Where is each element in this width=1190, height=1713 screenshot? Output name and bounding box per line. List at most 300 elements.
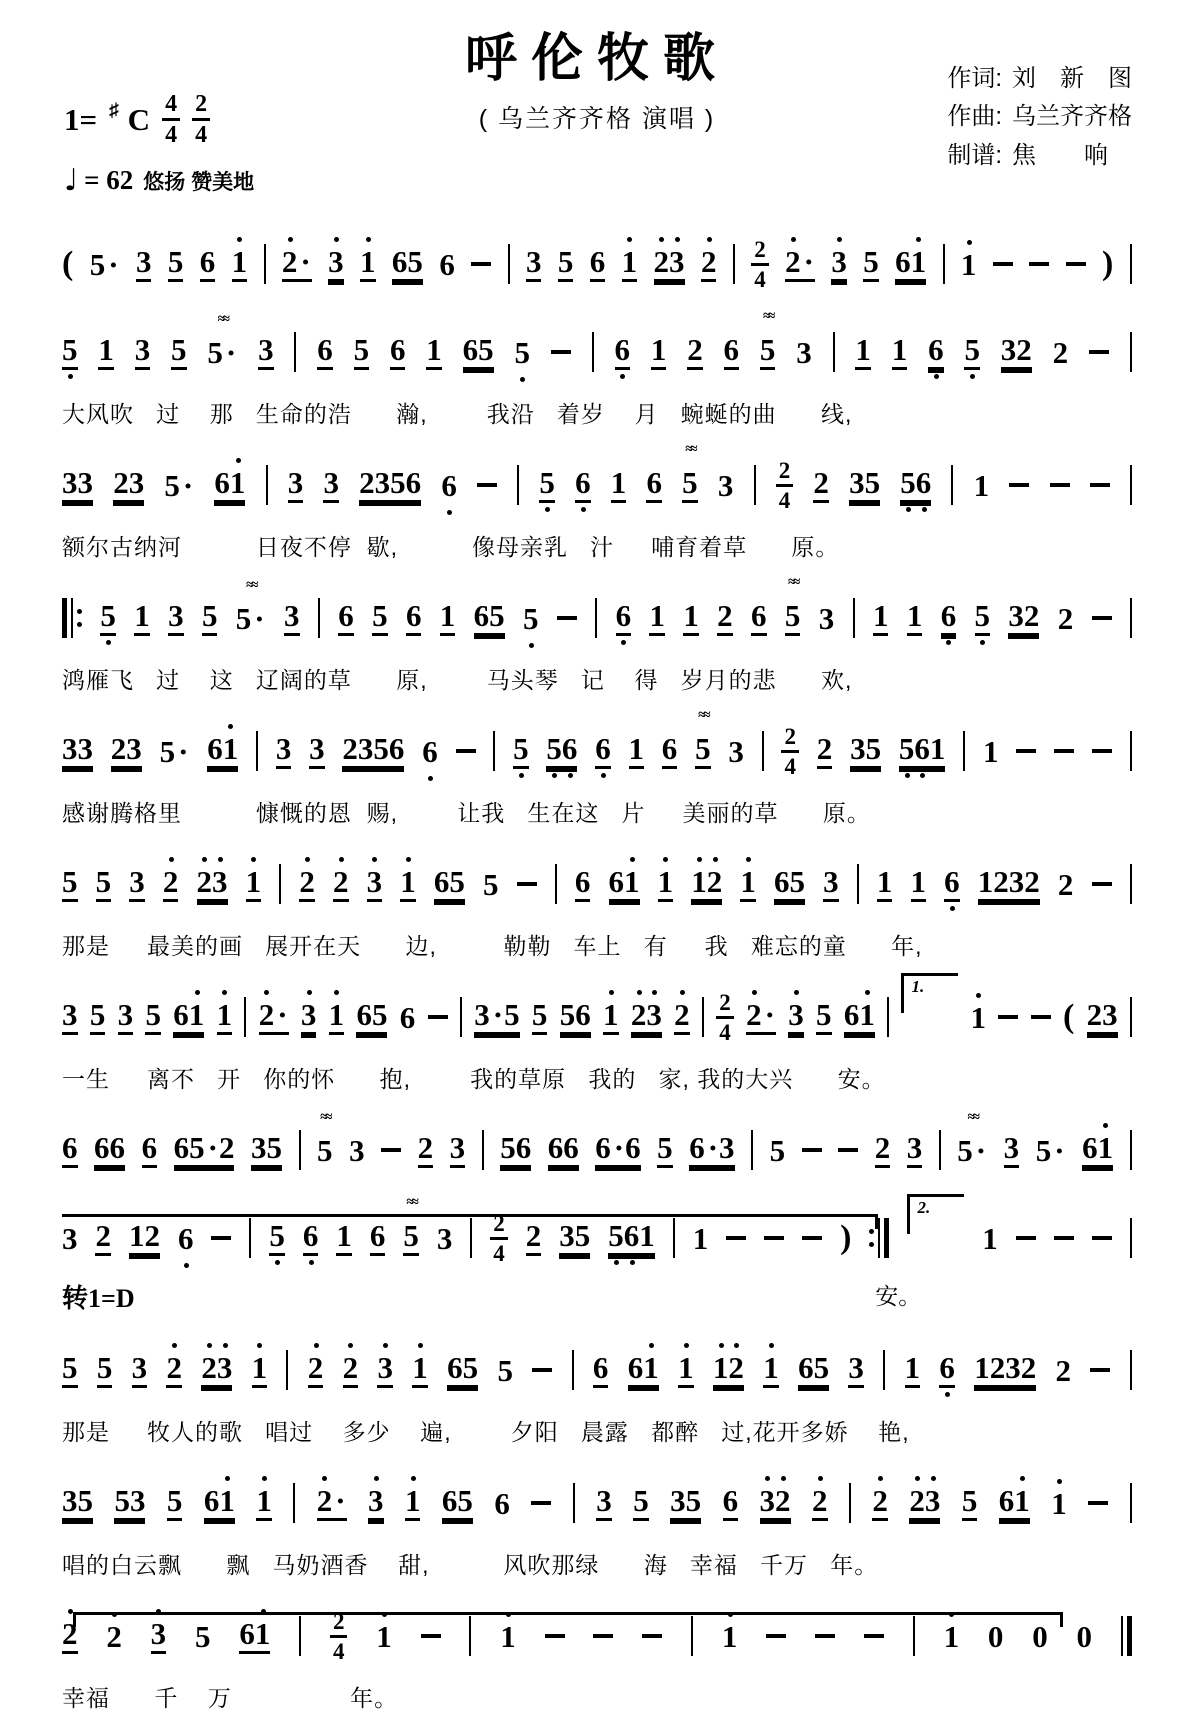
note-digit: 6 <box>356 997 372 1032</box>
note-digit: 6 <box>433 864 450 899</box>
note <box>633 1485 649 1521</box>
note-digit: 1 <box>1051 1485 1067 1521</box>
note-digit: 6 <box>214 465 230 500</box>
note <box>658 866 674 902</box>
note-digit: 6 <box>203 1483 220 1518</box>
note-digit: 3 <box>818 600 835 636</box>
lyric-fragment: 安。 <box>875 1283 922 1309</box>
note-digit: 6 <box>615 598 632 633</box>
note <box>98 334 114 370</box>
note-digit: 1 <box>134 598 150 633</box>
barline <box>299 1130 301 1170</box>
note-digit: 3 <box>349 1132 365 1168</box>
note-digit: 2 <box>166 1350 182 1385</box>
note-digit: 3 <box>449 1130 466 1165</box>
parenthesis: ) <box>1101 245 1114 282</box>
note <box>788 999 804 1035</box>
note-digit: 5 <box>62 864 78 899</box>
note <box>818 600 835 636</box>
note-digit: 5 <box>695 731 711 766</box>
note-digit: 2 <box>525 1218 542 1253</box>
note-digit: 3 <box>788 997 804 1032</box>
barline <box>887 997 889 1037</box>
note-digit: 1 <box>678 1350 694 1385</box>
note-digit: 6 <box>608 864 624 899</box>
note-digit: 1 <box>400 864 416 899</box>
lyrics-line: 感谢腾格里 慷慨的恩 赐, 让我 生在这 片 美丽的草 原。 <box>62 800 871 826</box>
note <box>740 866 756 902</box>
note-digit: 3 <box>357 731 374 766</box>
note-digit: 2 <box>746 997 762 1032</box>
note <box>134 600 150 636</box>
barline <box>1130 1350 1132 1390</box>
note-digit: 1 <box>256 1483 272 1518</box>
note <box>1001 334 1032 370</box>
note-digit: 1 <box>426 332 442 367</box>
note-digit: 5 <box>167 244 184 279</box>
note-digit: 1 <box>1014 1483 1030 1518</box>
note-digit: 3 <box>300 997 317 1032</box>
note-digit: 2 <box>993 864 1009 899</box>
note <box>532 999 548 1035</box>
sheet-header <box>62 30 1132 208</box>
barline <box>573 1483 575 1523</box>
note-digit: 2 <box>281 244 298 279</box>
performer-subtitle: ( 乌兰齐齐格 演唱 ) <box>478 105 716 134</box>
note-digit: 1 <box>712 1350 729 1385</box>
note <box>276 733 292 769</box>
note <box>177 1220 194 1256</box>
repeat-dots <box>77 609 82 627</box>
note-digit: 5 <box>462 1350 479 1385</box>
note-digit: 6 <box>239 1616 255 1651</box>
note-digit: 5 <box>171 332 187 367</box>
note-digit: 1 <box>982 1220 998 1256</box>
note-digit: 6 <box>515 1130 532 1165</box>
note-digit: 6 <box>173 1130 190 1165</box>
note <box>975 600 991 636</box>
note <box>746 999 776 1035</box>
note <box>136 246 152 282</box>
note-digit: 3 <box>719 1130 735 1165</box>
note-digit: 1 <box>649 598 665 633</box>
note <box>813 467 829 503</box>
note-digit: 0 <box>1076 1618 1093 1654</box>
note-digit: 5 <box>513 731 529 766</box>
note <box>899 733 946 769</box>
note-digit: 3 <box>323 465 339 500</box>
note <box>62 1352 78 1388</box>
note-digit: 3 <box>377 1350 393 1385</box>
music-line <box>62 1471 1132 1535</box>
note-digit: 5 <box>816 997 832 1032</box>
note <box>284 600 300 636</box>
score-line <box>62 708 1132 828</box>
dash-note <box>766 1634 786 1638</box>
note-digit: 1 <box>336 1218 352 1253</box>
note-digit: 6 <box>199 244 216 279</box>
note-digit: 6 <box>391 244 408 279</box>
note-digit: 6 <box>94 1130 110 1165</box>
barline <box>702 997 704 1037</box>
note-digit: 5 <box>114 1483 130 1518</box>
barline <box>1130 332 1132 372</box>
dash-note <box>1092 749 1112 753</box>
barline <box>508 244 510 284</box>
barline <box>264 244 266 284</box>
note-digit: 3 <box>284 598 300 633</box>
dash-note <box>471 262 491 266</box>
note-digit: 3 <box>134 332 151 367</box>
parenthesis: ( <box>62 245 74 282</box>
note-digit: 1 <box>872 598 889 633</box>
note-digit: 3 <box>525 244 542 279</box>
note-digit: 5 <box>62 332 78 367</box>
note-digit: 6 <box>317 332 333 367</box>
note-digit: 1 <box>763 1350 779 1385</box>
note <box>721 1618 738 1654</box>
note <box>546 733 577 769</box>
note-digit: 5 <box>353 332 370 367</box>
note-digit: 2 <box>813 465 829 500</box>
note-digit: 1 <box>128 1218 145 1253</box>
note-digit: 3 <box>62 1220 78 1256</box>
note-digit: 5 <box>557 244 574 279</box>
note-digit: 6 <box>895 244 911 279</box>
note-digit: 1 <box>910 244 927 279</box>
note-digit: 2 <box>812 1483 828 1518</box>
note-digit: 6 <box>575 465 591 500</box>
score-line <box>62 852 1132 961</box>
dash-note <box>1009 483 1029 487</box>
note <box>798 1352 829 1388</box>
dash-note <box>802 1236 822 1240</box>
note-digit: 5 <box>166 1483 183 1518</box>
note <box>129 866 145 902</box>
note <box>282 246 312 282</box>
repeat-begin-barline <box>62 598 82 638</box>
note-digit: 1 <box>876 864 893 899</box>
note <box>204 1485 235 1521</box>
note-digit: 1 <box>910 864 926 899</box>
note <box>683 600 699 636</box>
note <box>558 246 574 282</box>
score-body <box>62 232 1132 1713</box>
dash-note <box>593 1634 613 1638</box>
note-digit: 2 <box>874 1130 891 1165</box>
note-digit: 2 <box>258 997 275 1032</box>
dash-note <box>1016 1236 1036 1240</box>
note <box>717 600 733 636</box>
note <box>646 467 662 503</box>
note-digit: 6 <box>369 1218 386 1253</box>
note <box>197 866 228 902</box>
modulation-label: 转1=D <box>62 1284 135 1313</box>
note <box>760 1485 791 1521</box>
note <box>94 1132 125 1168</box>
note-digit: 2 <box>1052 334 1069 370</box>
note <box>611 467 627 503</box>
note-digit: 1 <box>973 467 990 503</box>
note <box>359 467 421 503</box>
note <box>164 467 194 503</box>
note <box>548 1132 579 1168</box>
barline <box>1130 244 1132 284</box>
barline <box>493 731 495 771</box>
note <box>970 999 987 1035</box>
note-digit: 5 <box>89 997 106 1032</box>
note-digit: 6 <box>561 731 578 766</box>
note <box>62 999 78 1035</box>
time-signature-2: $\frac{2}{4}$ <box>192 92 210 147</box>
note <box>1057 600 1074 636</box>
note-digit: 1 <box>977 864 994 899</box>
note-digit: 3 <box>670 1483 686 1518</box>
note <box>514 334 530 370</box>
note-digit: 2 <box>307 1350 324 1385</box>
note-digit: 5 <box>523 600 539 636</box>
note-digit: 5 <box>457 1483 473 1518</box>
note <box>173 999 204 1035</box>
dash-note <box>1054 749 1074 753</box>
note <box>850 733 881 769</box>
note <box>689 1132 734 1168</box>
note-digit: 3 <box>436 1220 453 1256</box>
note-digit: 3 <box>135 244 152 279</box>
note <box>62 1618 78 1654</box>
note <box>817 733 833 769</box>
note-digit: 1 <box>721 1618 738 1654</box>
page-title: 呼伦牧歌 <box>464 28 729 89</box>
note-digit: 1 <box>231 244 248 279</box>
note <box>132 1352 148 1388</box>
note-digit: 5 <box>514 334 530 370</box>
dash-note <box>517 882 537 886</box>
note <box>523 600 539 636</box>
note <box>1008 600 1039 636</box>
note-digit: 5 <box>574 1218 591 1253</box>
note-digit: 6 <box>939 1350 955 1385</box>
note-digit: 3 <box>287 465 304 500</box>
note-digit: 5 <box>531 997 548 1032</box>
note <box>202 600 218 636</box>
note <box>159 733 190 769</box>
note-digit: 3 <box>728 733 744 769</box>
credit-engraver: 制谱: 焦 响 <box>947 141 1108 169</box>
note-digit: 2 <box>1020 1350 1037 1385</box>
note-digit: 5 <box>685 1483 702 1518</box>
note-digit: 3 <box>559 1218 575 1253</box>
note <box>239 1618 270 1654</box>
note-digit: 2 <box>342 1350 359 1385</box>
note <box>713 1352 744 1388</box>
note-digit: 3 <box>275 731 292 766</box>
note <box>96 866 112 902</box>
augmentation-dot: · <box>207 1130 218 1165</box>
note-digit: 3 <box>848 1350 864 1385</box>
note-digit: 5 <box>489 598 505 633</box>
mordent-icon: ≈≈ <box>246 577 256 593</box>
dash-note <box>381 1148 401 1152</box>
note <box>1032 1618 1048 1654</box>
dash-note <box>1066 262 1086 266</box>
note-digit: 6 <box>389 332 406 367</box>
dash-note <box>456 749 476 753</box>
note-digit: 2 <box>110 731 127 766</box>
score-line <box>62 1471 1132 1580</box>
note <box>616 600 632 636</box>
note-digit: 5 <box>269 1218 285 1253</box>
note-digit: 5 <box>407 244 423 279</box>
note <box>168 246 184 282</box>
note <box>100 600 116 636</box>
note-digit: 2 <box>700 244 717 279</box>
note-digit: 6 <box>928 332 944 367</box>
note-digit: 2 <box>144 1218 160 1253</box>
note <box>412 1352 428 1388</box>
time-signature-change: 2 4 <box>330 1610 348 1663</box>
note-digit: 1 <box>222 731 239 766</box>
note-digit: 2 <box>728 1350 744 1385</box>
note <box>559 1220 590 1256</box>
note-digit: 6 <box>177 1220 194 1256</box>
augmentation-dot: · <box>300 244 311 279</box>
credits-block <box>947 60 1132 175</box>
note <box>349 1132 365 1168</box>
dash-note <box>998 1015 1018 1019</box>
note-digit: 6 <box>207 731 223 766</box>
lyrics-line: 幸福 千 万 年。 <box>62 1685 399 1711</box>
augmentation-dot: · <box>108 246 119 282</box>
lyrics-line: 那是 牧人的歌 唱过 多少 遍, 夕阳 晨露 都醉 过,花开多娇 艳, <box>62 1419 910 1445</box>
note-digit: 2 <box>1024 864 1040 899</box>
augmentation-dot: · <box>178 733 189 769</box>
note-digit: 6 <box>661 731 678 766</box>
note <box>1082 1132 1113 1168</box>
note-digit: 6 <box>447 1350 463 1385</box>
note <box>500 1132 531 1168</box>
score-line <box>62 442 1132 562</box>
parenthesis: ( <box>1062 998 1075 1035</box>
time-signature-1: $\frac{4}{4}$ <box>162 92 180 147</box>
note <box>631 999 662 1035</box>
note <box>575 866 591 902</box>
note <box>654 246 685 282</box>
note-digit: 6 <box>751 598 767 633</box>
note <box>651 334 667 370</box>
note-digit: 3 <box>216 1350 233 1385</box>
note <box>957 1109 987 1168</box>
note <box>560 999 591 1035</box>
note-digit: 5 <box>390 465 406 500</box>
barline <box>482 1130 484 1170</box>
note-digit: 6 <box>998 1483 1015 1518</box>
dash-note <box>551 350 571 354</box>
note <box>343 1352 359 1388</box>
note-digit: 1 <box>254 1616 271 1651</box>
note-digit: 1 <box>628 731 644 766</box>
dash-note <box>211 1236 231 1240</box>
music-line <box>62 232 1132 296</box>
note-digit: 5 <box>235 600 252 636</box>
barline <box>293 1483 295 1523</box>
note <box>323 467 339 503</box>
note <box>960 246 977 282</box>
barline <box>943 244 945 284</box>
note <box>483 866 499 902</box>
note-digit: 5 <box>900 465 916 500</box>
barline <box>1130 598 1132 638</box>
score-line <box>62 232 1132 296</box>
note-digit: 3 <box>823 864 839 899</box>
note <box>590 246 606 282</box>
dash-note <box>1092 616 1112 620</box>
note-digit: 1 <box>657 864 674 899</box>
note <box>308 1352 324 1388</box>
note-digit: 3 <box>1102 997 1118 1032</box>
note <box>463 334 494 370</box>
note <box>301 999 317 1035</box>
barline <box>883 1350 885 1390</box>
note <box>1052 334 1069 370</box>
note <box>513 733 529 769</box>
barline <box>939 1130 941 1170</box>
note-digit: 2 <box>106 1618 122 1654</box>
barline <box>849 1483 851 1523</box>
note <box>207 733 238 769</box>
note-digit: 3 <box>374 465 391 500</box>
note-digit: 3 <box>62 731 78 766</box>
note <box>399 999 416 1035</box>
augmentation-dot: · <box>335 1483 346 1518</box>
note-digit: 3 <box>62 465 78 500</box>
note <box>317 1109 333 1168</box>
note <box>657 1132 673 1168</box>
note <box>848 1352 864 1388</box>
note <box>436 1220 453 1256</box>
note-digit: 2 <box>872 1483 888 1518</box>
note <box>907 600 923 636</box>
volta-bracket: 1. <box>901 973 958 1013</box>
note <box>377 1352 393 1388</box>
note <box>823 866 839 902</box>
note <box>317 1485 347 1521</box>
note <box>526 1220 542 1256</box>
note <box>615 334 631 370</box>
note <box>928 334 944 370</box>
note-digit: 1 <box>960 246 977 282</box>
note-digit: 6 <box>843 997 860 1032</box>
note <box>426 334 442 370</box>
note-digit: 3 <box>131 1350 148 1385</box>
note-digit: 3 <box>924 1483 941 1518</box>
note-digit: 5 <box>62 1350 78 1385</box>
dash-note <box>557 616 577 620</box>
note <box>539 467 555 503</box>
note-digit: 6 <box>439 246 455 282</box>
note <box>497 1352 513 1388</box>
credit-lyricist: 作词: 刘 新 图 <box>947 65 1132 92</box>
note <box>62 866 78 902</box>
note-digit: 3 <box>849 465 865 500</box>
note <box>526 246 542 282</box>
note-digit: 6 <box>595 1130 611 1165</box>
note-digit: 3 <box>717 467 734 503</box>
note-digit: 1 <box>360 244 376 279</box>
note <box>400 866 416 902</box>
note-digit: 5 <box>266 1130 282 1165</box>
repeat-dots <box>869 1229 874 1247</box>
